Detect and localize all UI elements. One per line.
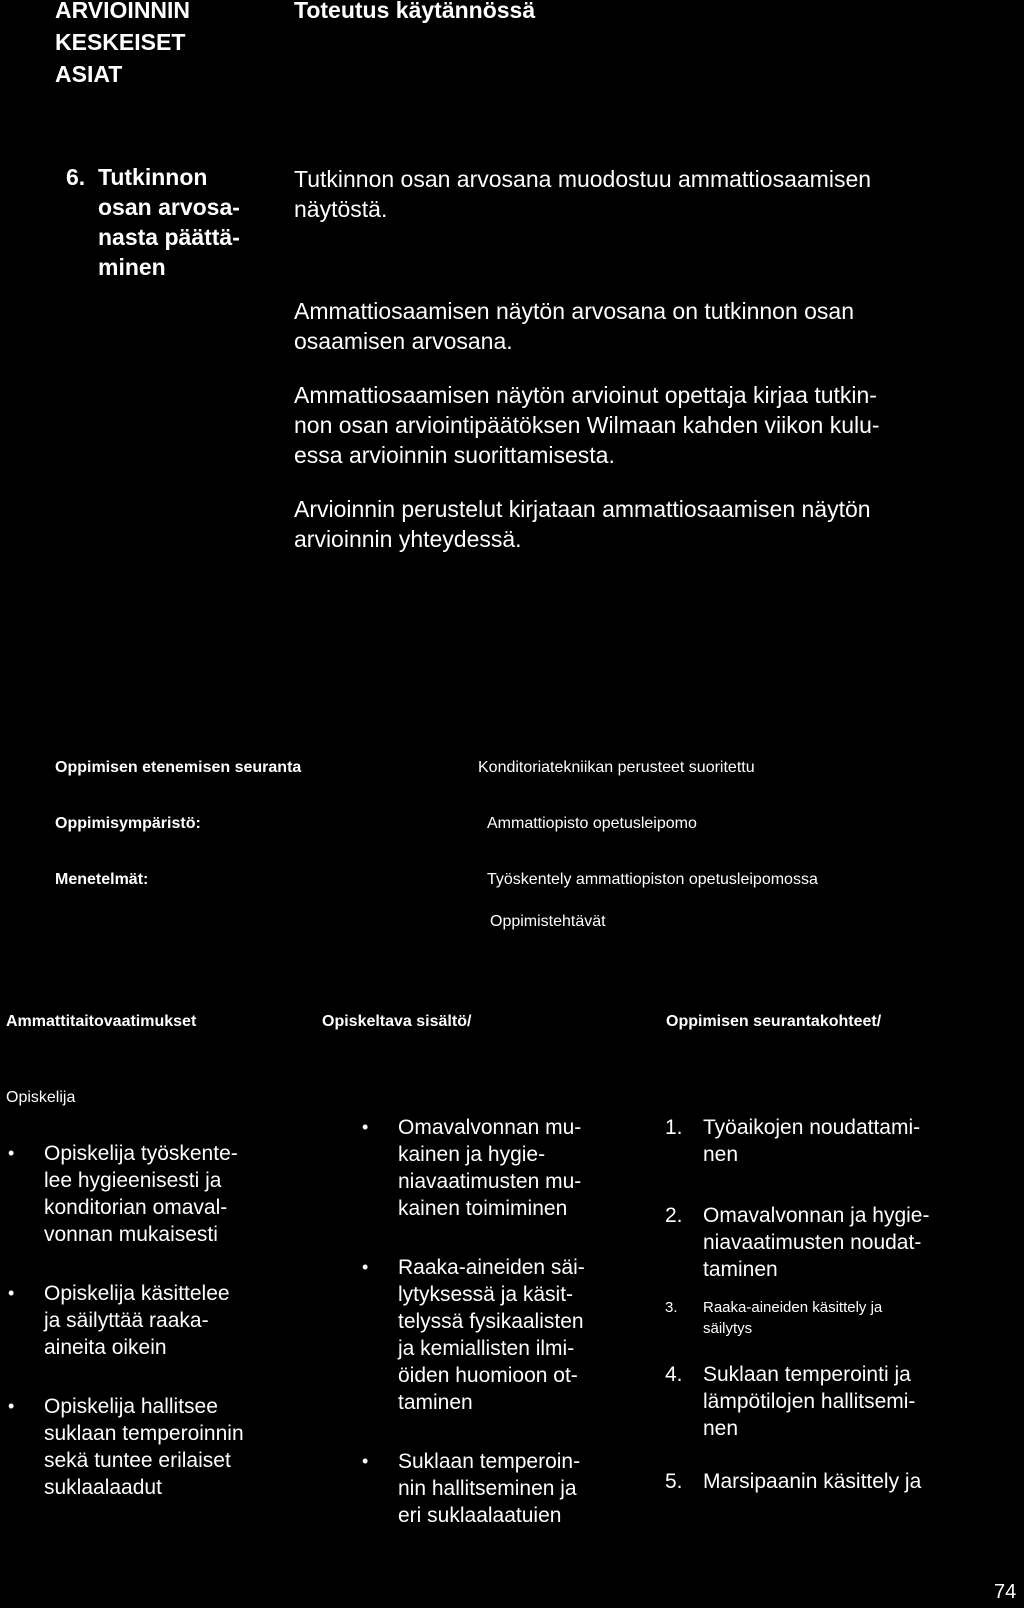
list-item-line: nin hallitseminen ja (398, 1477, 577, 1500)
list-item (6, 1140, 306, 1248)
row-title (98, 162, 240, 282)
row-number: 6. (66, 164, 86, 190)
list-item-line: öiden huomioon ot- (398, 1364, 578, 1387)
paragraph-line: Ammattiosaamisen näytön arvosana on tutkinnon osan (294, 298, 854, 324)
list-item-line: ja säilyttää raaka- (44, 1309, 209, 1332)
paragraph-line: näytöstä. (294, 196, 388, 222)
list-item-line: vonnan mukaisesti (44, 1223, 218, 1246)
list-item (665, 1361, 985, 1442)
list-item-line: aineita oikein (44, 1336, 167, 1359)
criteria-column-header (55, 0, 190, 90)
item-number: 3. (665, 1299, 678, 1316)
progress-label: Oppimisen etenemisen seuranta (55, 759, 302, 776)
page-number: 74 (994, 1581, 1017, 1603)
list-item-line: nen (703, 1143, 739, 1166)
row-title-line: Tutkinnon (98, 164, 208, 190)
list-item-line: taminen (703, 1258, 778, 1281)
header-line: KESKEISET (55, 29, 186, 55)
list-item-line: • Opiskelija työskente- (44, 1142, 238, 1165)
list-item-line: • Suklaan temperoin- (398, 1450, 581, 1473)
list-item (360, 1254, 660, 1416)
paragraph (294, 494, 871, 554)
paragraph (294, 164, 871, 224)
paragraph-line: Tutkinnon osan arvosana muodostuu ammattiosaamisen (294, 166, 872, 192)
header-line: ASIAT (55, 61, 123, 87)
list-item-line: suklaan temperoinnin (44, 1422, 244, 1445)
implementation-column-header: Toteutus käytännössä (294, 0, 536, 23)
item-number: 5. (665, 1470, 683, 1493)
list-item (6, 1280, 306, 1361)
item-number: 2. (665, 1204, 683, 1227)
paragraph (294, 296, 854, 356)
list-item-line: lytyksessä ja käsit- (398, 1283, 574, 1306)
environment-value: Ammattiopisto opetusleipomo (487, 815, 697, 832)
list-item-line: suklaalaadut (44, 1476, 162, 1499)
list-item-line: ja kemiallisten ilmi- (398, 1337, 575, 1360)
paragraph-line: arvioinnin yhteydessä. (294, 526, 522, 552)
methods-value-2: Oppimistehtävät (490, 913, 606, 930)
list-item-line: Marsipaanin käsittely ja (703, 1470, 922, 1493)
progress-value: Konditoriatekniikan perusteet suoritettu (478, 759, 755, 776)
environment-label: Oppimisympäristö: (55, 815, 201, 832)
list-item-line: taminen (398, 1391, 473, 1414)
list-item-line: • Raaka-aineiden säi- (398, 1256, 585, 1279)
paragraph-line: osaamisen arvosana. (294, 328, 513, 354)
content-list (360, 1114, 660, 1561)
list-item-line: Työaikojen noudattami- (703, 1116, 921, 1139)
tracking-list (665, 1114, 985, 1495)
item-number: 1. (665, 1116, 683, 1139)
list-item-line: kainen ja hygie- (398, 1143, 546, 1166)
list-item-line: lee hygieenisesti ja (44, 1169, 222, 1192)
methods-value: Työskentely ammattiopiston opetusleipomossa (487, 871, 818, 888)
list-item (665, 1114, 985, 1168)
paragraph-line: essa arvioinnin suorittamisesta. (294, 442, 615, 468)
list-item (360, 1114, 660, 1222)
list-item-line: säilytys (703, 1320, 753, 1337)
table-header-requirements: Ammattitaitovaatimukset (6, 1013, 197, 1030)
methods-label: Menetelmät: (55, 871, 149, 888)
list-item-line: nen (703, 1417, 739, 1440)
table-header-content: Opiskeltava sisältö/ (322, 1013, 472, 1030)
list-item-line: • Opiskelija hallitsee (44, 1395, 218, 1418)
list-item-line: Suklaan temperointi ja (703, 1363, 911, 1386)
list-item-line: telyssä fysikaalisten (398, 1310, 584, 1333)
requirements-list (6, 1140, 306, 1533)
list-item-line: kainen toimiminen (398, 1197, 568, 1220)
list-item-line: lämpötilojen hallitsemi- (703, 1390, 916, 1413)
list-item-line: • Omavalvonnan mu- (398, 1116, 582, 1139)
row-title-line: osan arvosa- (98, 194, 240, 220)
list-item (665, 1202, 985, 1283)
list-item-line: Omavalvonnan ja hygie- (703, 1204, 930, 1227)
list-item-line: eri suklaalaatuien (398, 1504, 562, 1527)
paragraph-line: non osan arviointipäätöksen Wilmaan kahden viikon kulu- (294, 412, 880, 438)
list-item-line: konditorian omaval- (44, 1196, 228, 1219)
list-item-line: sekä tuntee erilaiset (44, 1449, 231, 1472)
paragraph-line: Ammattiosaamisen näytön arvioinut opettaja kirjaa tutkin- (294, 382, 877, 408)
paragraph (294, 380, 880, 470)
row-title-line: nasta päättä- (98, 224, 240, 250)
student-label: Opiskelija (6, 1089, 76, 1106)
item-number: 4. (665, 1363, 683, 1386)
list-item (6, 1393, 306, 1501)
row-title-line: minen (98, 254, 166, 280)
list-item-line: niavaatimusten noudat- (703, 1231, 922, 1254)
list-item-line: Raaka-aineiden käsittely ja (703, 1299, 883, 1316)
list-item (665, 1297, 985, 1339)
list-item (360, 1448, 660, 1529)
list-item-line: niavaatimusten mu- (398, 1170, 582, 1193)
header-line: ARVIOINNIN (55, 0, 191, 23)
list-item (665, 1468, 985, 1495)
table-header-tracking: Oppimisen seurantakohteet/ (666, 1013, 882, 1030)
list-item-line: • Opiskelija käsittelee (44, 1282, 230, 1305)
paragraph-line: Arvioinnin perustelut kirjataan ammattiosaamisen näytön (294, 496, 871, 522)
